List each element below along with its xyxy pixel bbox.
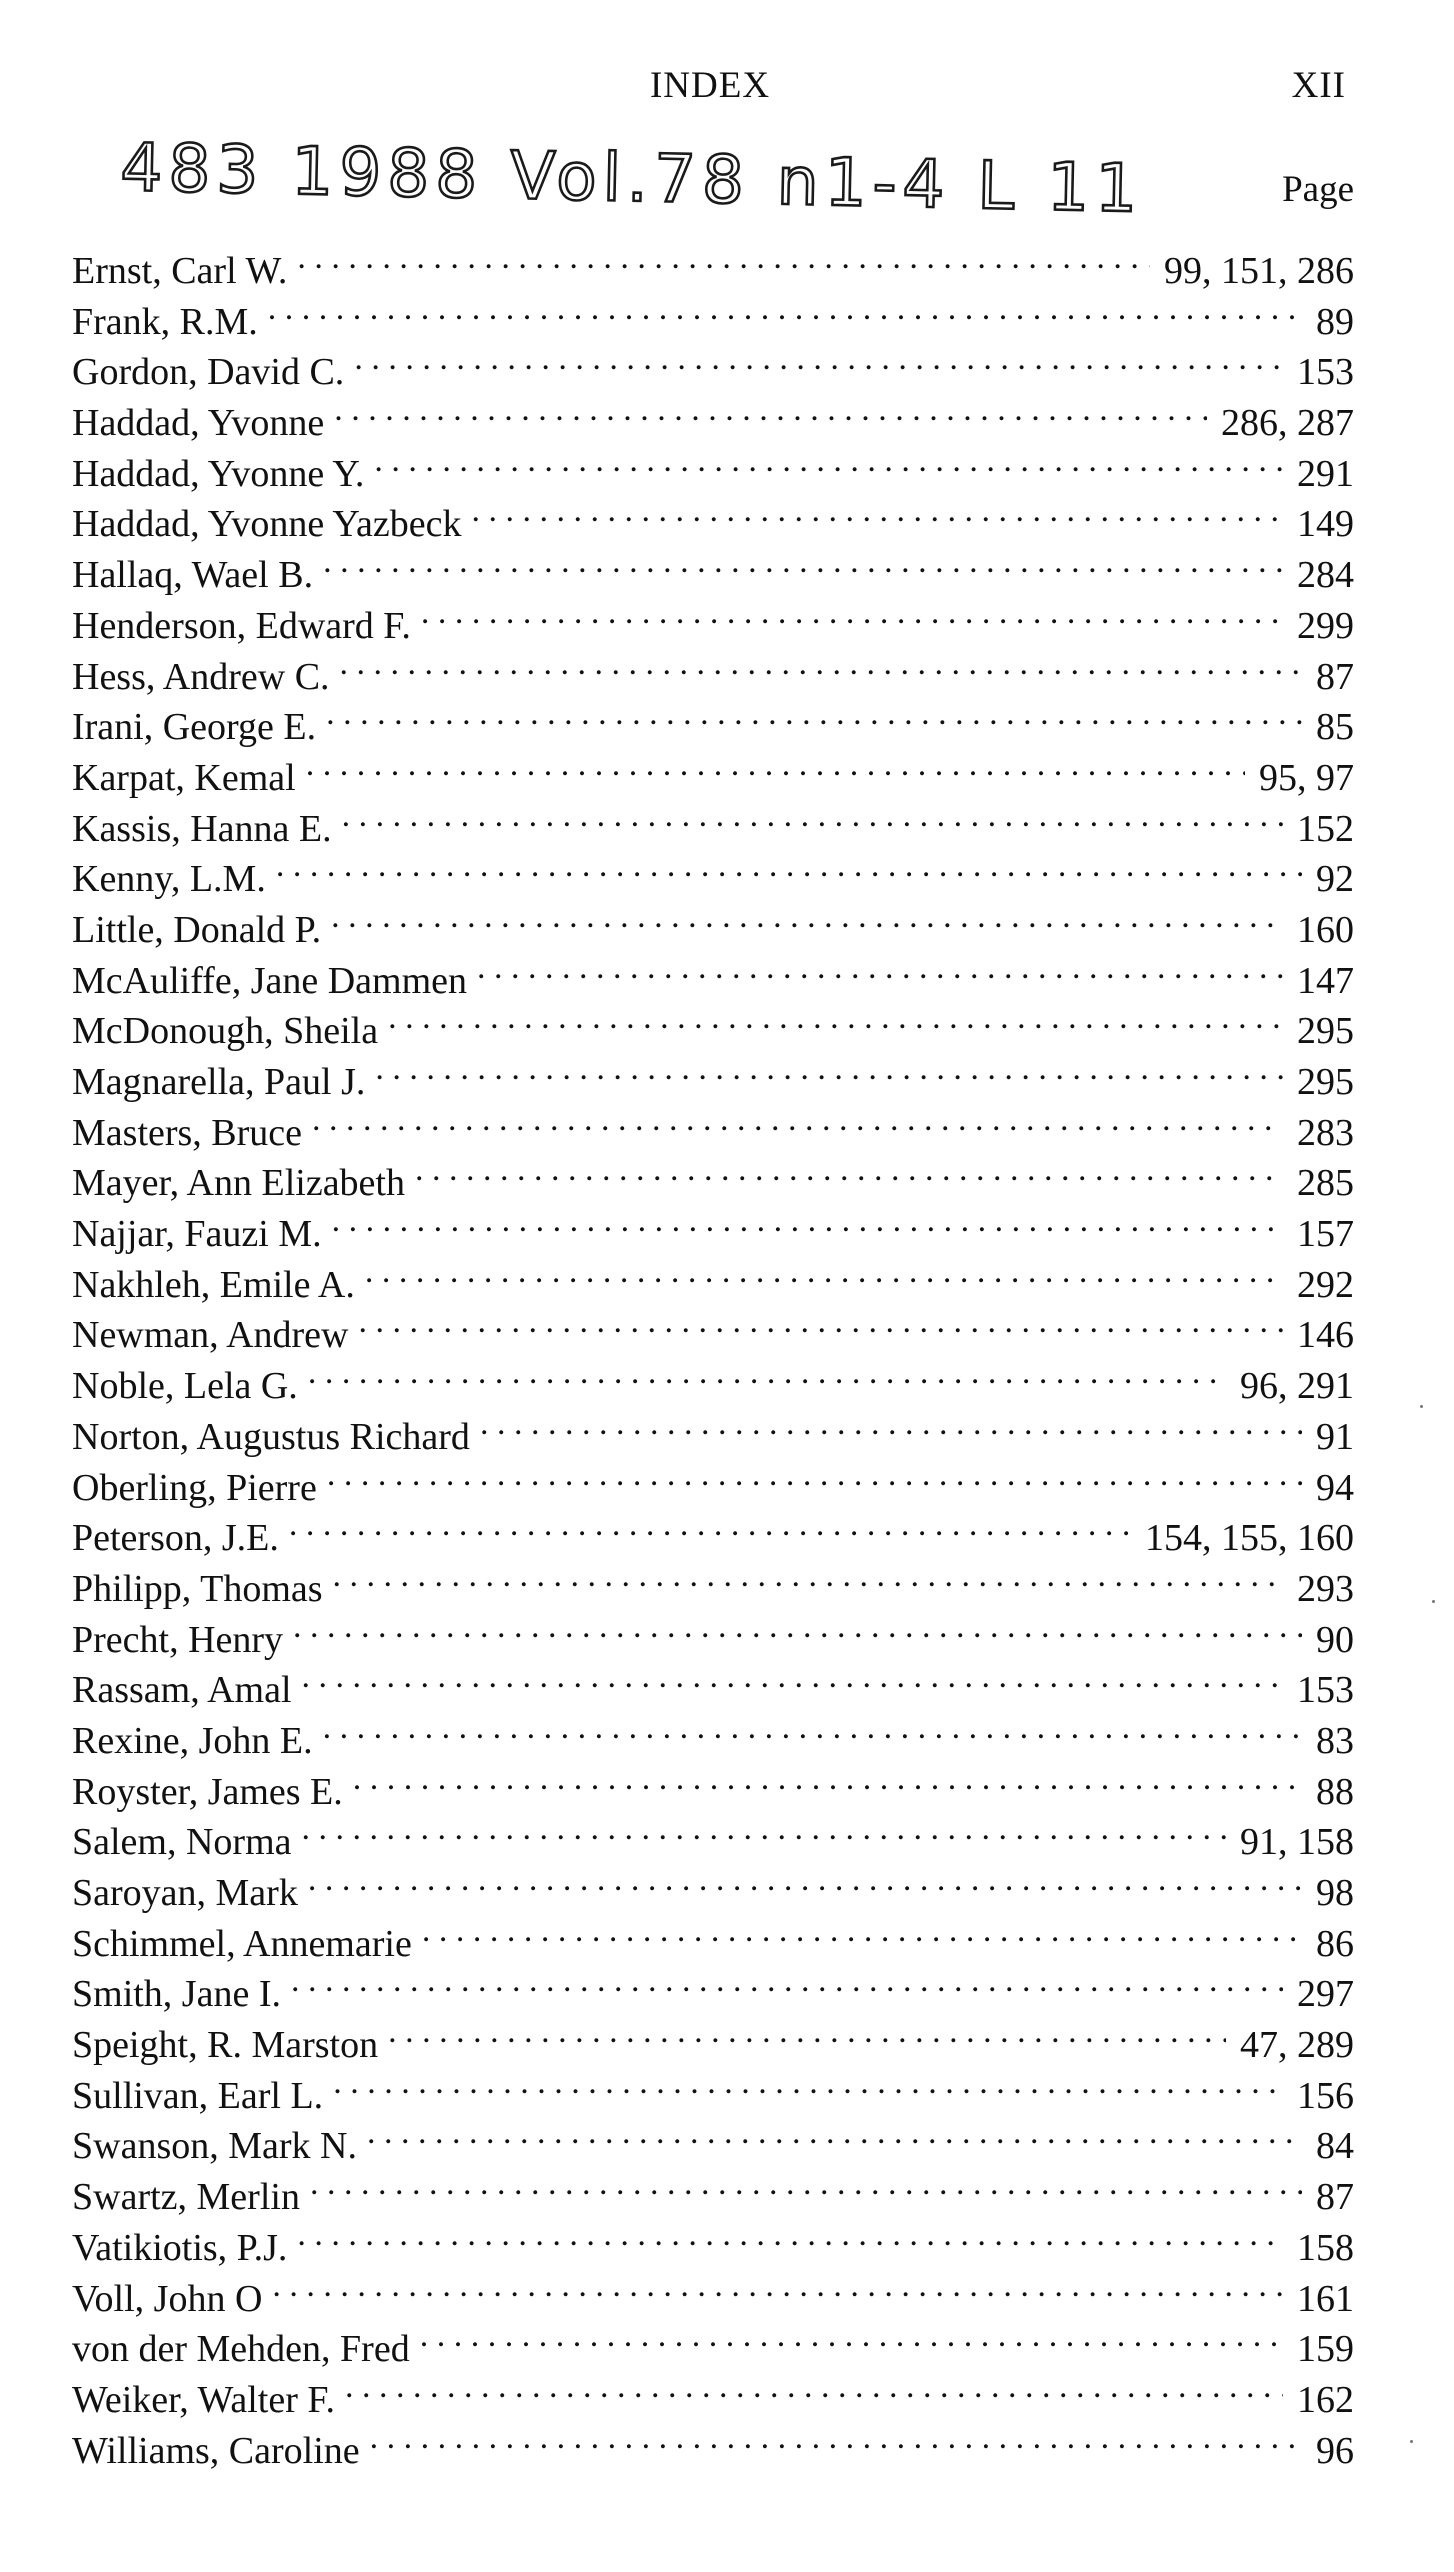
entry-name: Henderson, Edward F. <box>72 604 411 647</box>
entry-name: Swartz, Merlin <box>72 2176 300 2219</box>
dot-leader <box>480 1399 1302 1449</box>
dot-leader <box>354 334 1283 384</box>
entry-pages: 86 <box>1302 1919 1354 1969</box>
dot-leader <box>353 1754 1302 1804</box>
entry-name: Williams, Caroline <box>72 2429 360 2472</box>
entry-name: Saroyan, Mark <box>72 1872 298 1914</box>
dot-leader <box>323 1703 1302 1753</box>
entry-name: Schimmel, Annemarie <box>72 1922 412 1965</box>
dot-leader <box>420 2311 1283 2361</box>
dot-leader <box>327 1450 1302 1500</box>
entry-name: Rassam, Amal <box>72 1669 292 1712</box>
entry-name: Najjar, Fauzi M. <box>72 1213 322 1256</box>
dot-leader <box>332 1196 1283 1246</box>
entry-name: Mayer, Ann Elizabeth <box>72 1162 405 1205</box>
entry-name: Smith, Jane I. <box>72 1973 281 2016</box>
dot-leader <box>293 1602 1302 1652</box>
dot-leader <box>297 233 1150 283</box>
running-head <box>0 58 1454 118</box>
entry-name: Karpat, Kemal <box>72 756 296 799</box>
handwritten-note-text: 483 1988 Vol.78 n1-4 L 11 <box>120 129 1144 220</box>
entry-pages: 84 <box>1302 2121 1354 2171</box>
entry-pages: 87 <box>1302 2172 1354 2222</box>
entry-pages: 96, 291 <box>1226 1361 1354 1411</box>
dot-leader <box>388 993 1283 1043</box>
entry-name: McDonough, Sheila <box>72 1010 379 1053</box>
dot-leader <box>342 791 1283 841</box>
dot-leader <box>306 740 1245 790</box>
dot-leader <box>272 2261 1283 2311</box>
dot-leader <box>340 639 1302 689</box>
entry-pages: 96 <box>1302 2426 1354 2476</box>
dot-leader <box>415 1145 1283 1195</box>
entry-name: Philipp, Thomas <box>72 1567 323 1610</box>
entry-pages: 47, 289 <box>1226 2020 1354 2070</box>
entry-name: Precht, Henry <box>72 1618 284 1661</box>
entry-pages: 295 <box>1283 1057 1354 1107</box>
entry-pages: 88 <box>1302 1767 1354 1817</box>
entry-pages: 153 <box>1283 1665 1354 1715</box>
entry-name: Ernst, Carl W. <box>72 250 288 292</box>
dot-leader <box>365 1247 1283 1297</box>
entry-pages: 152 <box>1283 804 1354 854</box>
dot-leader <box>326 689 1302 739</box>
entry-pages: 284 <box>1283 550 1354 600</box>
dot-leader <box>421 588 1283 638</box>
entry-name: Voll, John O <box>72 2277 263 2320</box>
entry-name: Royster, James E. <box>72 1770 343 1813</box>
scan-speck <box>1420 1405 1423 1408</box>
dot-leader <box>302 1652 1283 1702</box>
running-title: INDEX <box>649 65 771 106</box>
entry-name: Haddad, Yvonne <box>72 402 325 445</box>
entry-pages: 98 <box>1302 1868 1354 1918</box>
dot-leader <box>375 1044 1283 1094</box>
dot-leader <box>367 2108 1302 2158</box>
dot-leader <box>310 2159 1302 2209</box>
entry-name: Norton, Augustus Richard <box>72 1415 470 1458</box>
index-entries <box>72 233 1354 2472</box>
dot-leader <box>334 385 1207 435</box>
entry-name: Hess, Andrew C. <box>72 655 330 698</box>
dot-leader <box>297 2210 1283 2260</box>
entry-name: Irani, George E. <box>72 706 317 749</box>
entry-pages: 291 <box>1283 449 1354 499</box>
entry-pages: 292 <box>1283 1260 1354 1310</box>
entry-pages: 157 <box>1283 1209 1354 1259</box>
entry-name: von der Mehden, Fred <box>72 2328 410 2371</box>
scan-speck <box>1432 1600 1435 1603</box>
dot-leader <box>333 2058 1283 2108</box>
page-number: XII <box>1291 65 1346 106</box>
entry-name: Haddad, Yvonne Y. <box>72 452 365 495</box>
entry-name: Oberling, Pierre <box>72 1466 317 1509</box>
entry-name: Kassis, Hanna E. <box>72 807 332 850</box>
entry-name: Vatikiotis, P.J. <box>72 2226 288 2269</box>
dot-leader <box>268 284 1302 334</box>
entry-pages: 92 <box>1302 854 1354 904</box>
entry-name: Speight, R. Marston <box>72 2024 379 2067</box>
entry-name: Haddad, Yvonne Yazbeck <box>72 503 462 546</box>
entry-name: Kenny, L.M. <box>72 858 266 901</box>
dot-leader <box>291 1956 1283 2006</box>
entry-pages: 161 <box>1283 2274 1354 2324</box>
entry-pages: 160 <box>1283 905 1354 955</box>
dot-leader <box>388 2007 1226 2057</box>
entry-name: Gordon, David C. <box>72 351 345 394</box>
entry-pages: 87 <box>1302 652 1354 702</box>
entry-name: Swanson, Mark N. <box>72 2125 357 2168</box>
dot-leader <box>477 943 1283 993</box>
entry-name: Nakhleh, Emile A. <box>72 1263 355 1306</box>
entry-name: McAuliffe, Jane Dammen <box>72 959 468 1002</box>
entry-name: Rexine, John E. <box>72 1719 313 1762</box>
entry-pages: 146 <box>1283 1310 1354 1360</box>
dot-leader <box>370 2413 1302 2463</box>
dot-leader <box>312 1095 1283 1145</box>
entry-name: Sullivan, Earl L. <box>72 2074 324 2117</box>
dot-leader <box>345 2362 1283 2412</box>
dot-leader <box>308 1855 1302 1905</box>
entry-pages: 297 <box>1283 1969 1354 2019</box>
entry-name: Salem, Norma <box>72 1821 292 1864</box>
entry-pages: 283 <box>1283 1108 1354 1158</box>
entry-pages: 285 <box>1283 1158 1354 1208</box>
dot-leader <box>302 1804 1226 1854</box>
entry-pages: 90 <box>1302 1615 1354 1665</box>
dot-leader <box>289 1500 1131 1550</box>
entry-pages: 153 <box>1283 347 1354 397</box>
entry-pages: 286, 287 <box>1207 398 1354 448</box>
dot-leader <box>374 436 1283 486</box>
dot-leader <box>308 1348 1226 1398</box>
entry-name: Masters, Bruce <box>72 1111 303 1154</box>
entry-name: Newman, Andrew <box>72 1314 349 1357</box>
dot-leader <box>471 486 1283 536</box>
page-column-header: Page <box>1282 169 1354 210</box>
entry-pages: 85 <box>1302 702 1354 752</box>
index-entry <box>72 233 1354 292</box>
entry-pages: 159 <box>1283 2324 1354 2374</box>
entry-name: Weiker, Walter F. <box>72 2378 335 2421</box>
dot-leader <box>422 1906 1302 1956</box>
scan-speck <box>1410 2440 1413 2443</box>
entry-pages: 83 <box>1302 1716 1354 1766</box>
entry-pages: 91 <box>1302 1412 1354 1462</box>
handwritten-note <box>120 120 1220 220</box>
entry-pages: 295 <box>1283 1006 1354 1056</box>
entry-pages: 147 <box>1283 956 1354 1006</box>
entry-pages: 94 <box>1302 1463 1354 1513</box>
entry-name: Peterson, J.E. <box>72 1517 279 1560</box>
entry-pages: 299 <box>1283 601 1354 651</box>
entry-pages: 99, 151, 286 <box>1150 246 1354 296</box>
entry-pages: 156 <box>1283 2071 1354 2121</box>
entry-pages: 91, 158 <box>1226 1817 1354 1867</box>
entry-pages: 293 <box>1283 1564 1354 1614</box>
dot-leader <box>276 841 1302 891</box>
handwritten-note-drawing <box>120 120 1220 220</box>
entry-pages: 158 <box>1283 2223 1354 2273</box>
entry-name: Magnarella, Paul J. <box>72 1061 366 1103</box>
entry-pages: 89 <box>1302 297 1354 347</box>
entry-pages: 162 <box>1283 2375 1354 2425</box>
entry-name: Hallaq, Wael B. <box>72 554 314 597</box>
entry-name: Frank, R.M. <box>72 300 258 343</box>
entry-name: Noble, Lela G. <box>72 1365 298 1408</box>
dot-leader <box>358 1297 1283 1347</box>
entry-pages: 154, 155, 160 <box>1131 1513 1354 1563</box>
entry-pages: 149 <box>1283 499 1354 549</box>
entry-pages: 95, 97 <box>1245 753 1354 803</box>
dot-leader <box>331 892 1283 942</box>
dot-leader <box>323 537 1283 587</box>
entry-name: Little, Donald P. <box>72 908 322 951</box>
